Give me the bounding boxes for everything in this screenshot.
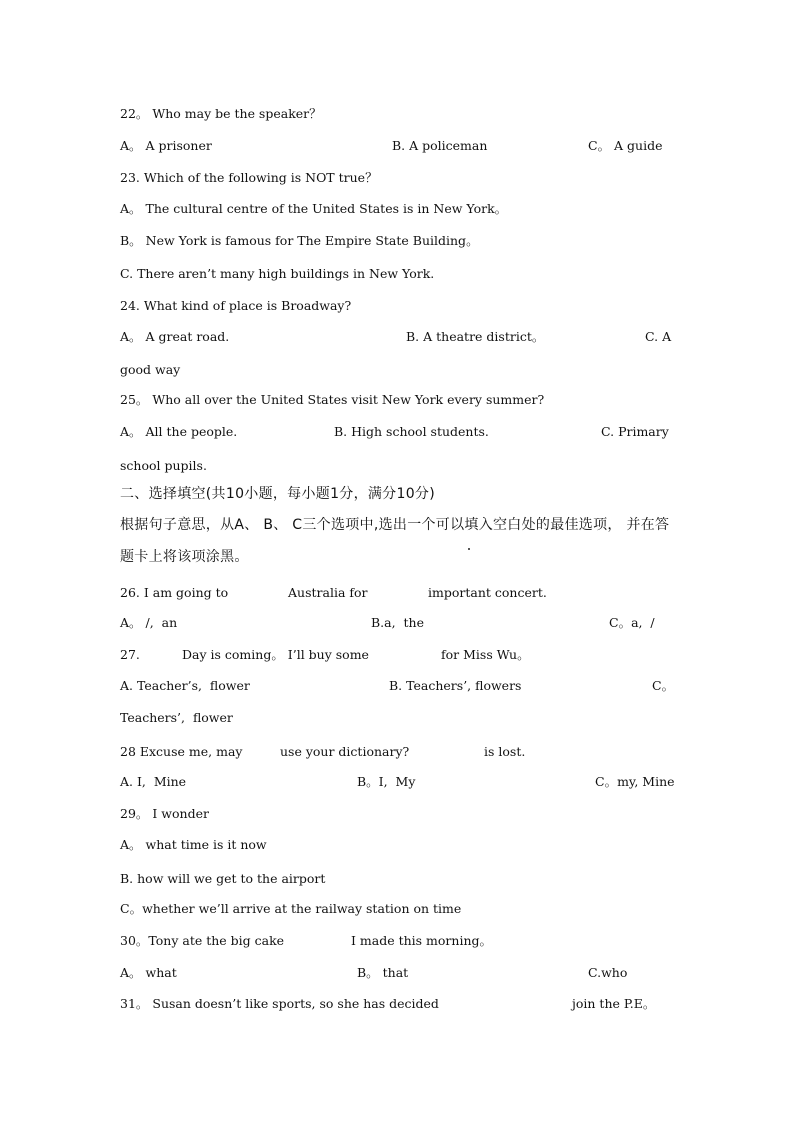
question-25-options: [120, 424, 680, 440]
question-27-part-1: 27.: [120, 647, 140, 662]
option-23-a: A。 The cultural centre of the United States is in New York。: [120, 201, 508, 216]
question-26-part-2: Australia for: [288, 585, 368, 600]
option-22-b: B. A policeman: [392, 138, 488, 153]
section-instruction-line-2: 题卡上将该项涂黑。: [120, 549, 249, 565]
option-26-a: A。 /, an: [120, 615, 178, 630]
option-22-a: A。 A prisoner: [120, 138, 212, 153]
question-28-part-1: 28 Excuse me, may: [120, 744, 243, 759]
question-26-part-3: important concert.: [428, 585, 547, 600]
option-30-c: C.who: [588, 965, 628, 980]
question-31-part-2: join the P.E。: [572, 996, 656, 1011]
question-26-part-1: 26. I am going to: [120, 585, 229, 600]
question-24-stem: 24. What kind of place is Broadway?: [120, 298, 352, 313]
question-23-stem: 23. Which of the following is NOT true？: [120, 170, 378, 185]
option-25-b: B. High school students.: [334, 424, 489, 439]
question-22-stem: 22。 Who may be the speaker？: [120, 106, 322, 121]
question-29-stem: 29。 I wonder: [120, 806, 209, 821]
option-25-a: A。 All the people.: [120, 424, 238, 439]
option-24-c: C. A: [645, 329, 672, 344]
option-27-c: C。: [652, 678, 675, 693]
question-24-options: [120, 329, 680, 345]
option-29-b: B. how will we get to the airport: [120, 871, 326, 886]
option-23-c: C. There aren’t many high buildings in New York.: [120, 266, 435, 281]
question-30-stem: [120, 933, 680, 949]
question-28-part-3: is lost.: [484, 744, 526, 759]
option-24-c-continued: good way: [120, 362, 181, 377]
option-29-a: A。 what time is it now: [120, 837, 267, 852]
option-28-c: C。my, Mine: [595, 774, 675, 789]
option-25-c: C. Primary: [601, 424, 669, 439]
question-30-part-2: I made this morning。: [351, 933, 493, 948]
question-30-options: [120, 965, 680, 981]
question-26-stem: [120, 585, 680, 601]
option-24-a: A。 A great road.: [120, 329, 230, 344]
question-25-stem: 25。 Who all over the United States visit New York every summer?: [120, 392, 545, 407]
question-30-part-1: 30。Tony ate the big cake: [120, 933, 285, 948]
option-30-a: A。 what: [120, 965, 177, 980]
option-24-b: B. A theatre district。: [406, 329, 545, 344]
question-26-options: [120, 615, 680, 631]
question-27-part-3: for Miss Wu。: [441, 647, 530, 662]
section-heading: 二、选择填空(共10小题，每小题1分，满分10分): [120, 486, 435, 502]
question-28-stem: [120, 744, 680, 760]
stray-dot: [468, 548, 470, 550]
question-22-options: [120, 138, 680, 154]
question-27-stem: [120, 647, 680, 663]
option-26-c: C。a, /: [609, 615, 655, 630]
section-instruction-line-1: 根据句子意思，从A、 B、 C三个选项中,选出一个可以填入空白处的最佳选项， 并在答: [120, 517, 670, 533]
option-27-b: B. Teachers’, flowers: [389, 678, 522, 693]
question-31-stem: [120, 996, 680, 1012]
option-29-c: C。whether we’ll arrive at the railway station on time: [120, 901, 462, 916]
option-28-b: B。I, My: [357, 774, 416, 789]
option-26-b: B.a, the: [371, 615, 425, 630]
question-28-part-2: use your dictionary?: [280, 744, 410, 759]
question-28-options: [120, 774, 680, 790]
option-30-b: B。 that: [357, 965, 409, 980]
question-27-part-2: Day is coming。 I’ll buy some: [182, 647, 369, 662]
question-31-part-1: 31。 Susan doesn’t like sports, so she has decided: [120, 996, 439, 1011]
option-22-c: C。 A guide: [588, 138, 663, 153]
option-28-a: A. I, Mine: [120, 774, 187, 789]
option-27-a: A. Teacher’s, flower: [120, 678, 250, 693]
question-27-options: [120, 678, 680, 694]
option-25-c-continued: school pupils.: [120, 458, 207, 473]
option-23-b: B。 New York is famous for The Empire State Building。: [120, 233, 479, 248]
option-27-c-continued: Teachers’, flower: [120, 710, 233, 725]
